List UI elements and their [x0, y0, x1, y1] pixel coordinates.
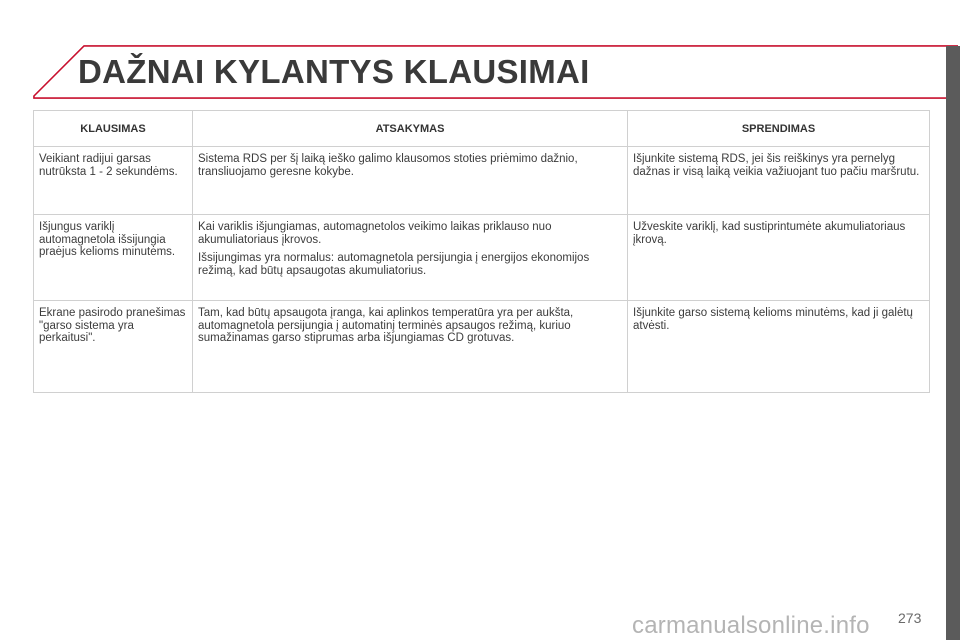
question-cell: Veikiant radijui garsas nutrūksta 1 - 2 sekundėms. [34, 147, 193, 215]
header-solution: SPRENDIMAS [628, 111, 930, 147]
table-row [34, 301, 930, 393]
solution-cell: Užveskite variklį, kad sustiprintumėte akumuliatoriaus įkrovą. [628, 215, 930, 301]
question-cell: Išjungus variklį automagnetola išsijungia praėjus kelioms minutėms. [34, 215, 193, 301]
solution-cell: Išjunkite sistemą RDS, jei šis reiškinys yra pernelyg dažnas ir visą laiką veikia važiuojant tuo pačiu maršrutu. [628, 147, 930, 215]
header-answer: ATSAKYMAS [193, 111, 628, 147]
faq-table [33, 110, 930, 393]
header-question: KLAUSIMAS [34, 111, 193, 147]
table-row [34, 147, 930, 215]
watermark: carmanualsonline.info [632, 612, 870, 639]
answer-paragraph: Sistema RDS per šį laiką ieško galimo klausomos stoties priėmimo dažnio, transliuojamo geresne kokybe. [198, 153, 578, 178]
solution-cell: Išjunkite garso sistemą kelioms minutėms, kad ji galėtų atvėsti. [628, 301, 930, 393]
answer-cell [193, 147, 628, 215]
table-row [34, 215, 930, 301]
answer-cell [193, 215, 628, 301]
table-header-row [34, 111, 930, 147]
answer-paragraph: Tam, kad būtų apsaugota įranga, kai aplinkos temperatūra yra per aukšta, automagnetola persijungia į automatinį terminės apsaugos režimą, kuriuo sumažinamas garso stiprumas arba išjungiamas CD grotuvas. [198, 307, 574, 344]
answer-paragraph: Išsijungimas yra normalus: automagnetola persijungia į energijos ekonomijos režimą, kad būtų apsaugotas akumuliatorius. [198, 252, 590, 277]
answer-cell [193, 301, 628, 393]
page-title: DAŽNAI KYLANTYS KLAUSIMAI [78, 53, 590, 90]
question-cell: Ekrane pasirodo pranešimas "garso sistema yra perkaitusi". [34, 301, 193, 393]
page-number: 273 [898, 610, 922, 626]
right-edge-bar [946, 46, 960, 640]
answer-paragraph: Kai variklis išjungiamas, automagnetolos veikimo laikas priklauso nuo akumuliatoriaus įkrovos. [198, 221, 552, 246]
